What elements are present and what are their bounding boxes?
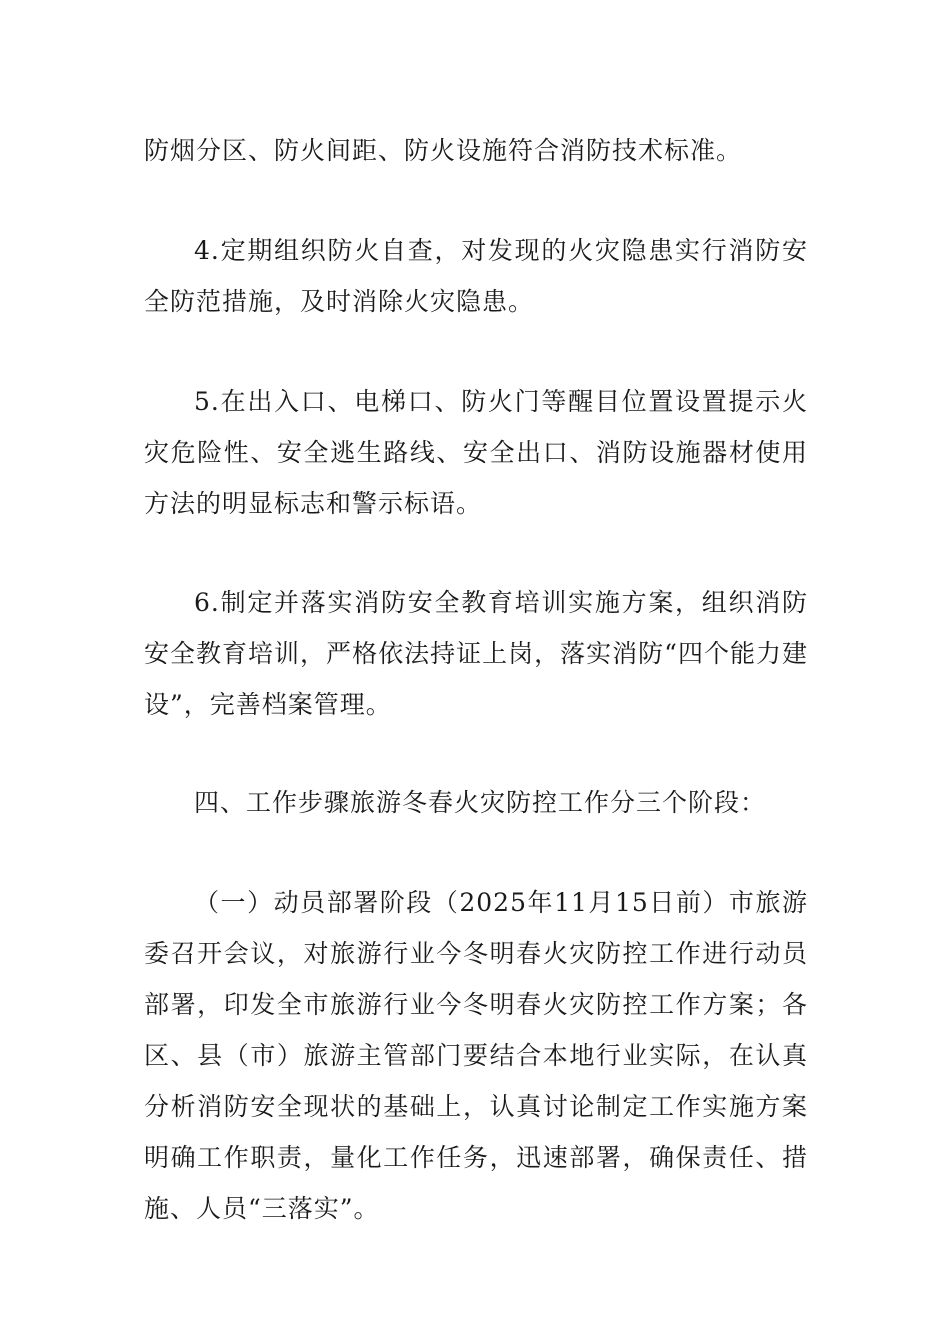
- paragraph-continuation: 防烟分区、防火间距、防火设施符合消防技术标准。: [144, 136, 743, 165]
- paragraph-item-4: 4.定期组织防火自查，对发现的火灾隐患实行消防安全防范措施，及时消除火灾隐患。: [144, 236, 808, 316]
- section-heading-work-steps: 四、工作步骤旅游冬春火灾防控工作分三个阶段：: [194, 788, 767, 817]
- paragraph-item-6: 6.制定并落实消防安全教育培训实施方案，组织消防安全教育培训，严格依法持证上岗，落实消防“四个能力建设”，完善档案管理。: [144, 588, 808, 719]
- paragraph-item-5: 5.在出入口、电梯口、防火门等醒目位置设置提示火灾危险性、安全逃生路线、安全出口、消防设施器材使用方法的明显标志和警示标语。: [144, 387, 808, 518]
- paragraph-mobilization-stage: （一）动员部署阶段（2025年11月15日前）市旅游委召开会议，对旅游行业今冬明春火灾防控工作进行动员部署，印发全市旅游行业今冬明春火灾防控工作方案；各区、县（市）旅游主管部门要结合本地行业实际，在认真分析消防安全现状的基础上，认真讨论制定工作实施方案明确工作职责，量化工作任务，迅速部署，确保责任、措施、人员“三落实”。: [144, 888, 808, 1223]
